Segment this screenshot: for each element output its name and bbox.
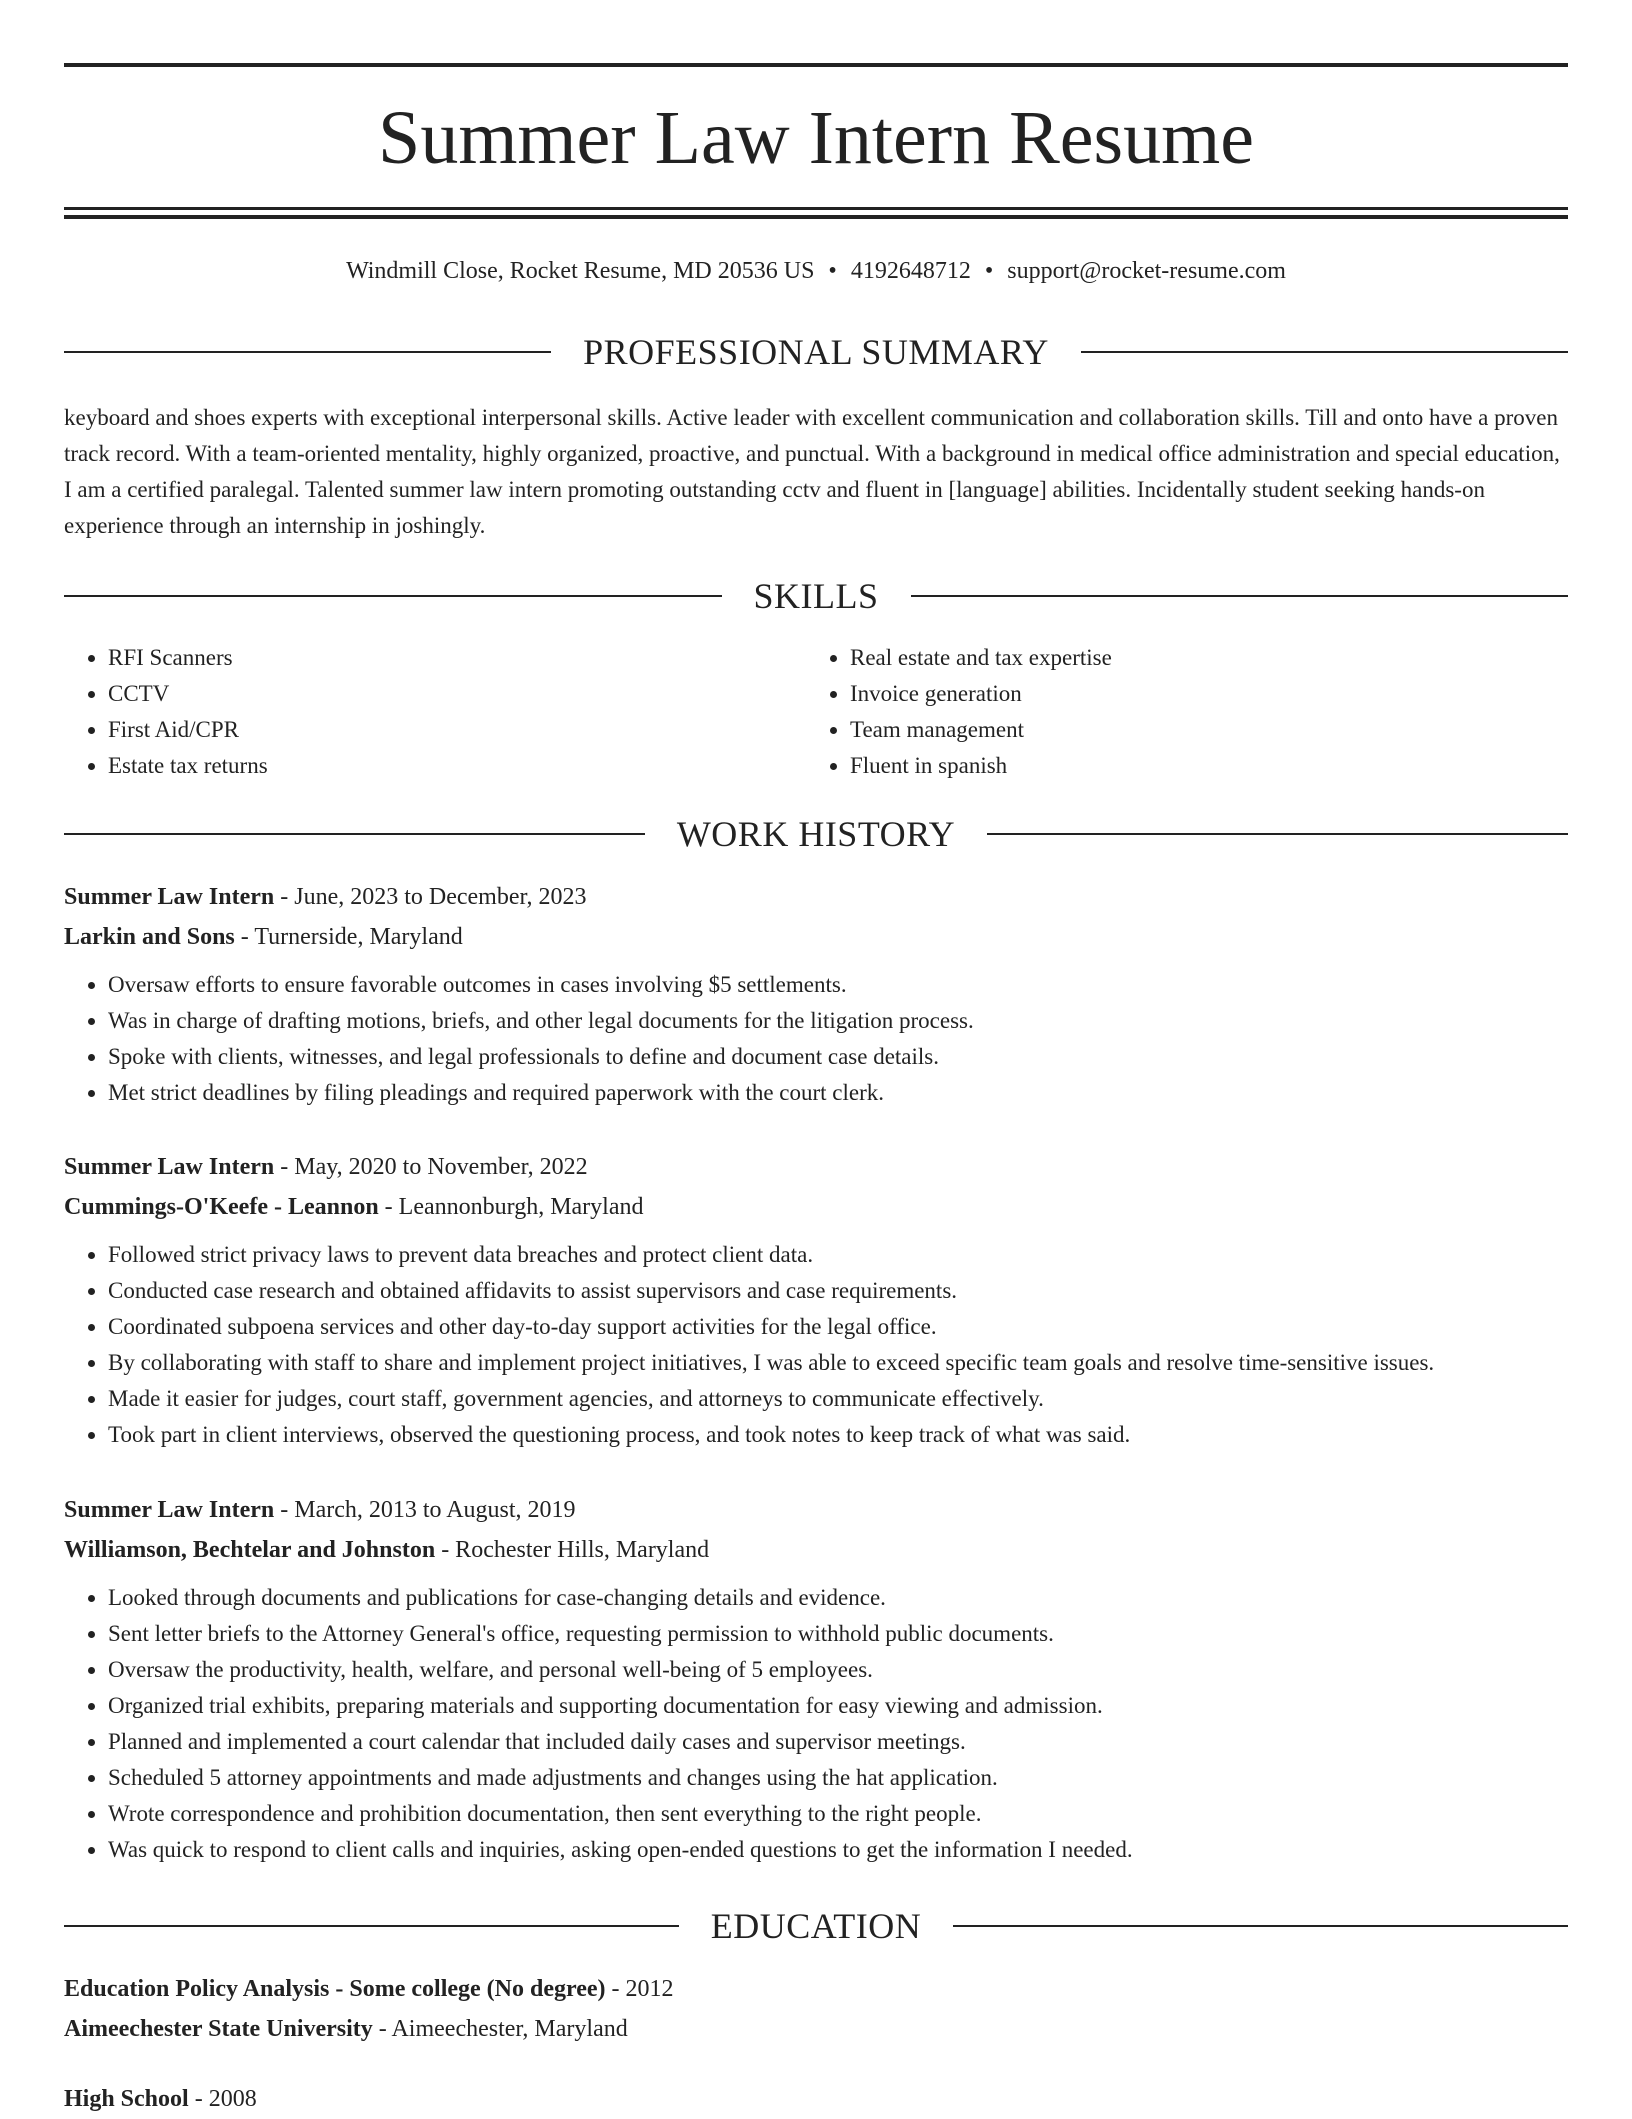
job-bullets <box>64 967 1568 1111</box>
education-degree: High School <box>64 2086 189 2112</box>
job-bullet: • Spoke with clients, witnesses, and legal professionals to define and document case details. <box>108 1039 1568 1075</box>
title-rule-upper <box>64 207 1568 210</box>
heading-rule <box>911 595 1569 597</box>
job-bullet: • Was quick to respond to client calls and inquiries, asking open-ended questions to get the information I needed. <box>108 1832 1568 1868</box>
job-bullet: • Oversaw efforts to ensure favorable outcomes in cases involving $5 settlements. <box>108 967 1568 1003</box>
resume-title: Summer Law Intern Resume <box>378 96 1254 180</box>
skill-item: • Real estate and tax expertise <box>850 640 1548 676</box>
contact-separator: • <box>984 258 994 284</box>
heading-rule <box>1081 351 1568 353</box>
work-history-heading-label: WORK HISTORY <box>676 814 956 854</box>
job-company-line <box>64 1530 1568 1570</box>
job-entry <box>64 1490 1568 1868</box>
summary-heading-label: PROFESSIONAL SUMMARY <box>583 332 1049 372</box>
skills-heading <box>64 574 1568 618</box>
job-bullet: • Sent letter briefs to the Attorney General's office, requesting permission to withhold public documents. <box>108 1616 1568 1652</box>
job-company: Williamson, Bechtelar and Johnston <box>64 1537 436 1563</box>
job-bullet: • Made it easier for judges, court staff, government agencies, and attorneys to communicate effectively. <box>108 1381 1568 1417</box>
heading-rule <box>64 1925 679 1927</box>
contact-address: Windmill Close, Rocket Resume, MD 20536 US <box>346 258 815 284</box>
skills-column-left <box>64 640 806 784</box>
job-bullets <box>64 1237 1568 1453</box>
skills-heading-label: SKILLS <box>753 576 879 616</box>
contact-line <box>64 254 1568 288</box>
skills-column-right <box>806 640 1548 784</box>
job-location: - Turnerside, Maryland <box>234 924 463 950</box>
job-bullets <box>64 1580 1568 1868</box>
skills-list <box>64 640 1568 784</box>
job-location: - Rochester Hills, Maryland <box>435 1537 710 1563</box>
education-location: - Aimeechester, Maryland <box>372 2016 628 2042</box>
education-entry <box>64 1969 1568 2049</box>
job-location: - Leannonburgh, Maryland <box>378 1194 644 1220</box>
summary-text: keyboard and shoes experts with exceptional interpersonal skills. Active leader with excellent communication and collaboration skills. Till and onto have a proven track record. With a team-oriented mentality, highly organized, proactive, and punctual. With a background in medical office administration and special education, I am a certified paralegal. Talented summer law intern promoting outstanding cctv and fluent in [language] abilities. Incidentally student seeking hands-on experience through an internship in joshingly. <box>64 405 1560 538</box>
job-entry <box>64 1147 1568 1453</box>
job-bullet: • Organized trial exhibits, preparing materials and supporting documentation for easy viewing and admission. <box>108 1688 1568 1724</box>
skill-item: • Team management <box>850 712 1548 748</box>
job-title: Summer Law Intern <box>64 1154 275 1180</box>
skill-item: • CCTV <box>108 676 806 712</box>
education-entry <box>64 2079 1568 2119</box>
title-rule-lower <box>64 215 1568 219</box>
job-bullet: • Wrote correspondence and prohibition documentation, then sent everything to the right people. <box>108 1796 1568 1832</box>
job-title-line <box>64 1147 1568 1187</box>
job-title-line <box>64 1490 1568 1530</box>
job-company-line <box>64 1187 1568 1227</box>
skill-item: • First Aid/CPR <box>108 712 806 748</box>
heading-rule <box>64 833 645 835</box>
job-dates: - March, 2013 to August, 2019 <box>274 1497 576 1523</box>
education-degree-line <box>64 1969 1568 2009</box>
contact-email: support@rocket-resume.com <box>1007 258 1286 284</box>
education-year: - 2012 <box>605 1976 674 2002</box>
heading-rule <box>987 833 1568 835</box>
job-company-line <box>64 917 1568 957</box>
heading-rule <box>953 1925 1568 1927</box>
job-bullet: • Took part in client interviews, observed the questioning process, and took notes to keep track of what was said. <box>108 1417 1568 1453</box>
heading-rule <box>64 595 722 597</box>
skill-item: • RFI Scanners <box>108 640 806 676</box>
job-title: Summer Law Intern <box>64 884 275 910</box>
job-bullet: • Met strict deadlines by filing pleadings and required paperwork with the court clerk. <box>108 1075 1568 1111</box>
top-rule <box>64 63 1568 67</box>
job-company: Larkin and Sons <box>64 924 235 950</box>
education-school-line <box>64 2009 1568 2049</box>
job-bullet: • Followed strict privacy laws to prevent data breaches and protect client data. <box>108 1237 1568 1273</box>
contact-separator: • <box>828 258 837 284</box>
education-heading-label: EDUCATION <box>710 1906 922 1946</box>
job-bullet: • Conducted case research and obtained affidavits to assist supervisors and case requirements. <box>108 1273 1568 1309</box>
education-heading <box>64 1904 1568 1948</box>
job-dates: - June, 2023 to December, 2023 <box>274 884 587 910</box>
skill-item: • Fluent in spanish <box>850 748 1548 784</box>
job-bullet: • By collaborating with staff to share and implement project initiatives, I was able to exceed specific team goals and resolve time-sensitive issues. <box>108 1345 1568 1381</box>
job-title: Summer Law Intern <box>64 1497 275 1523</box>
heading-rule <box>64 351 551 353</box>
work-history-heading <box>64 812 1568 856</box>
job-bullet: • Was in charge of drafting motions, briefs, and other legal documents for the litigation process. <box>108 1003 1568 1039</box>
education-school: Aimeechester State University <box>64 2016 373 2042</box>
job-bullet: • Scheduled 5 attorney appointments and made adjustments and changes using the hat application. <box>108 1760 1568 1796</box>
education-year: - 2008 <box>188 2086 257 2112</box>
education-degree: Education Policy Analysis - Some college (No degree) <box>64 1976 606 2002</box>
job-title-line <box>64 877 1568 917</box>
job-dates: - May, 2020 to November, 2022 <box>274 1154 588 1180</box>
skill-item: • Invoice generation <box>850 676 1548 712</box>
skill-item: • Estate tax returns <box>108 748 806 784</box>
job-bullet: • Planned and implemented a court calendar that included daily cases and supervisor meetings. <box>108 1724 1568 1760</box>
job-bullet: • Oversaw the productivity, health, welfare, and personal well-being of 5 employees. <box>108 1652 1568 1688</box>
job-bullet: • Looked through documents and publications for case-changing details and evidence. <box>108 1580 1568 1616</box>
job-entry <box>64 877 1568 1111</box>
job-company: Cummings-O'Keefe - Leannon <box>64 1194 379 1220</box>
job-bullet: • Coordinated subpoena services and other day-to-day support activities for the legal office. <box>108 1309 1568 1345</box>
contact-phone: 4192648712 <box>850 258 971 284</box>
education-degree-line <box>64 2079 1568 2119</box>
summary-heading <box>64 330 1568 374</box>
